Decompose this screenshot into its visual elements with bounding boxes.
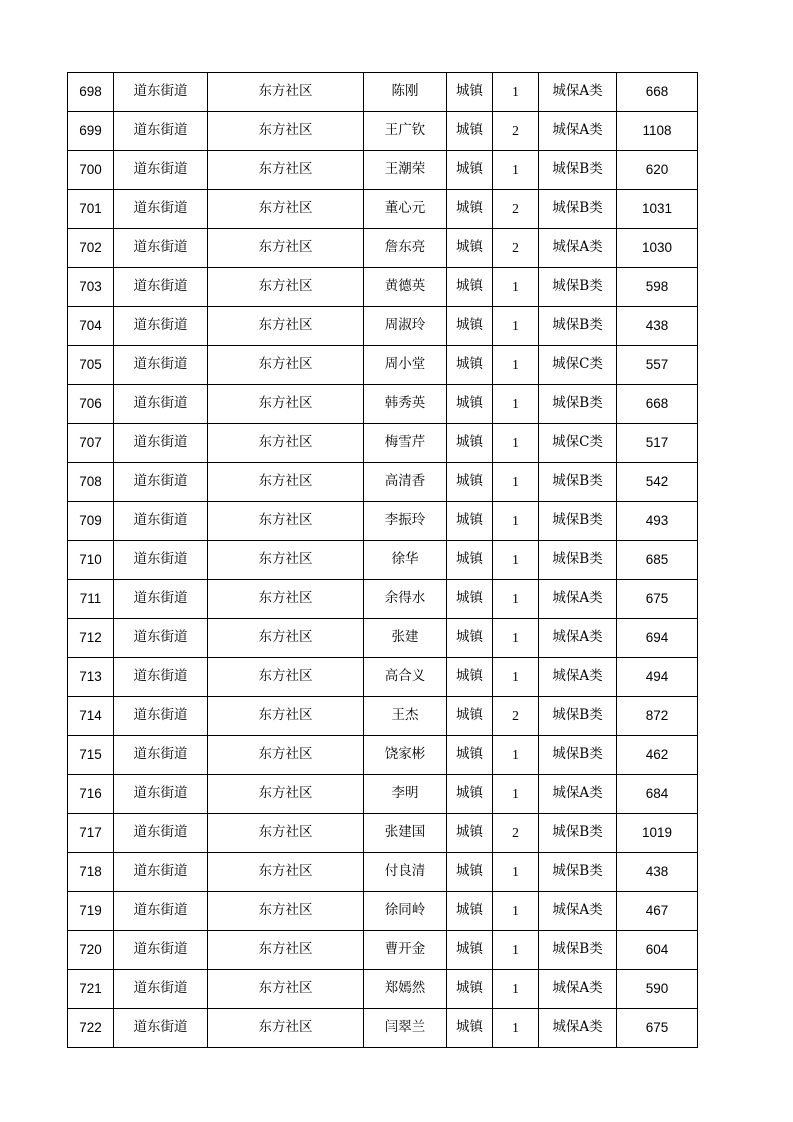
street-cell: 道东街道	[114, 190, 208, 229]
category-cell: 城保A类	[539, 112, 617, 151]
area-type-cell: 城镇	[447, 892, 493, 931]
category-cell: 城保B类	[539, 814, 617, 853]
table-row	[68, 73, 698, 112]
household-size-cell: 1	[493, 268, 539, 307]
amount-cell: 557	[617, 346, 698, 385]
category-cell: 城保B类	[539, 931, 617, 970]
name-cell: 黄德英	[364, 268, 447, 307]
area-type-cell: 城镇	[447, 229, 493, 268]
community-cell: 东方社区	[208, 385, 364, 424]
table-row	[68, 775, 698, 814]
amount-cell: 493	[617, 502, 698, 541]
row-number-cell: 698	[68, 73, 114, 112]
area-type-cell: 城镇	[447, 385, 493, 424]
community-cell: 东方社区	[208, 736, 364, 775]
household-size-cell: 1	[493, 892, 539, 931]
table-row	[68, 268, 698, 307]
table-row	[68, 931, 698, 970]
name-cell: 李明	[364, 775, 447, 814]
amount-cell: 1108	[617, 112, 698, 151]
name-cell: 张建	[364, 619, 447, 658]
row-number-cell: 701	[68, 190, 114, 229]
household-size-cell: 1	[493, 853, 539, 892]
name-cell: 高合义	[364, 658, 447, 697]
name-cell: 韩秀英	[364, 385, 447, 424]
area-type-cell: 城镇	[447, 697, 493, 736]
community-cell: 东方社区	[208, 970, 364, 1009]
amount-cell: 694	[617, 619, 698, 658]
community-cell: 东方社区	[208, 775, 364, 814]
area-type-cell: 城镇	[447, 1009, 493, 1048]
row-number-cell: 711	[68, 580, 114, 619]
table-row	[68, 307, 698, 346]
amount-cell: 685	[617, 541, 698, 580]
street-cell: 道东街道	[114, 697, 208, 736]
area-type-cell: 城镇	[447, 424, 493, 463]
name-cell: 饶家彬	[364, 736, 447, 775]
area-type-cell: 城镇	[447, 658, 493, 697]
street-cell: 道东街道	[114, 853, 208, 892]
table-row	[68, 970, 698, 1009]
table-row	[68, 1009, 698, 1048]
household-size-cell: 1	[493, 463, 539, 502]
street-cell: 道东街道	[114, 736, 208, 775]
area-type-cell: 城镇	[447, 931, 493, 970]
category-cell: 城保C类	[539, 424, 617, 463]
household-size-cell: 2	[493, 697, 539, 736]
amount-cell: 684	[617, 775, 698, 814]
community-cell: 东方社区	[208, 346, 364, 385]
row-number-cell: 720	[68, 931, 114, 970]
row-number-cell: 706	[68, 385, 114, 424]
area-type-cell: 城镇	[447, 112, 493, 151]
area-type-cell: 城镇	[447, 853, 493, 892]
household-size-cell: 1	[493, 736, 539, 775]
table-row	[68, 658, 698, 697]
row-number-cell: 712	[68, 619, 114, 658]
table-row	[68, 424, 698, 463]
name-cell: 张建国	[364, 814, 447, 853]
table-row	[68, 463, 698, 502]
category-cell: 城保A类	[539, 658, 617, 697]
name-cell: 余得水	[364, 580, 447, 619]
row-number-cell: 714	[68, 697, 114, 736]
household-size-cell: 2	[493, 190, 539, 229]
household-size-cell: 1	[493, 346, 539, 385]
category-cell: 城保B类	[539, 541, 617, 580]
category-cell: 城保B类	[539, 697, 617, 736]
amount-cell: 668	[617, 73, 698, 112]
community-cell: 东方社区	[208, 424, 364, 463]
table-body	[68, 73, 698, 1048]
amount-cell: 542	[617, 463, 698, 502]
amount-cell: 438	[617, 853, 698, 892]
name-cell: 徐华	[364, 541, 447, 580]
row-number-cell: 702	[68, 229, 114, 268]
table-row	[68, 697, 698, 736]
street-cell: 道东街道	[114, 775, 208, 814]
category-cell: 城保B类	[539, 463, 617, 502]
household-size-cell: 1	[493, 970, 539, 1009]
category-cell: 城保C类	[539, 346, 617, 385]
beneficiary-table	[67, 72, 698, 1048]
community-cell: 东方社区	[208, 73, 364, 112]
table-row	[68, 190, 698, 229]
category-cell: 城保A类	[539, 1009, 617, 1048]
amount-cell: 590	[617, 970, 698, 1009]
row-number-cell: 709	[68, 502, 114, 541]
amount-cell: 1019	[617, 814, 698, 853]
household-size-cell: 2	[493, 112, 539, 151]
street-cell: 道东街道	[114, 151, 208, 190]
area-type-cell: 城镇	[447, 775, 493, 814]
household-size-cell: 1	[493, 307, 539, 346]
table-row	[68, 502, 698, 541]
household-size-cell: 1	[493, 1009, 539, 1048]
name-cell: 王广钦	[364, 112, 447, 151]
category-cell: 城保B类	[539, 151, 617, 190]
area-type-cell: 城镇	[447, 190, 493, 229]
community-cell: 东方社区	[208, 1009, 364, 1048]
amount-cell: 494	[617, 658, 698, 697]
name-cell: 陈刚	[364, 73, 447, 112]
category-cell: 城保A类	[539, 73, 617, 112]
row-number-cell: 704	[68, 307, 114, 346]
row-number-cell: 717	[68, 814, 114, 853]
street-cell: 道东街道	[114, 346, 208, 385]
category-cell: 城保A类	[539, 775, 617, 814]
community-cell: 东方社区	[208, 151, 364, 190]
area-type-cell: 城镇	[447, 970, 493, 1009]
table-row	[68, 853, 698, 892]
amount-cell: 668	[617, 385, 698, 424]
street-cell: 道东街道	[114, 931, 208, 970]
row-number-cell: 710	[68, 541, 114, 580]
community-cell: 东方社区	[208, 853, 364, 892]
category-cell: 城保A类	[539, 970, 617, 1009]
name-cell: 曹开金	[364, 931, 447, 970]
table-row	[68, 346, 698, 385]
row-number-cell: 716	[68, 775, 114, 814]
street-cell: 道东街道	[114, 541, 208, 580]
name-cell: 高清香	[364, 463, 447, 502]
street-cell: 道东街道	[114, 307, 208, 346]
table-row	[68, 385, 698, 424]
household-size-cell: 1	[493, 385, 539, 424]
row-number-cell: 722	[68, 1009, 114, 1048]
street-cell: 道东街道	[114, 580, 208, 619]
table-row	[68, 112, 698, 151]
household-size-cell: 1	[493, 580, 539, 619]
household-size-cell: 1	[493, 502, 539, 541]
area-type-cell: 城镇	[447, 736, 493, 775]
category-cell: 城保B类	[539, 502, 617, 541]
amount-cell: 675	[617, 580, 698, 619]
row-number-cell: 718	[68, 853, 114, 892]
category-cell: 城保B类	[539, 385, 617, 424]
street-cell: 道东街道	[114, 268, 208, 307]
community-cell: 东方社区	[208, 619, 364, 658]
community-cell: 东方社区	[208, 112, 364, 151]
area-type-cell: 城镇	[447, 502, 493, 541]
category-cell: 城保A类	[539, 229, 617, 268]
area-type-cell: 城镇	[447, 151, 493, 190]
name-cell: 周淑玲	[364, 307, 447, 346]
name-cell: 梅雪芹	[364, 424, 447, 463]
amount-cell: 1031	[617, 190, 698, 229]
name-cell: 王潮荣	[364, 151, 447, 190]
household-size-cell: 1	[493, 658, 539, 697]
category-cell: 城保B类	[539, 190, 617, 229]
amount-cell: 438	[617, 307, 698, 346]
community-cell: 东方社区	[208, 541, 364, 580]
area-type-cell: 城镇	[447, 814, 493, 853]
street-cell: 道东街道	[114, 424, 208, 463]
street-cell: 道东街道	[114, 658, 208, 697]
street-cell: 道东街道	[114, 73, 208, 112]
community-cell: 东方社区	[208, 307, 364, 346]
household-size-cell: 1	[493, 931, 539, 970]
category-cell: 城保A类	[539, 580, 617, 619]
table-row	[68, 814, 698, 853]
row-number-cell: 713	[68, 658, 114, 697]
household-size-cell: 1	[493, 541, 539, 580]
table-row	[68, 229, 698, 268]
household-size-cell: 2	[493, 229, 539, 268]
name-cell: 付良清	[364, 853, 447, 892]
row-number-cell: 708	[68, 463, 114, 502]
community-cell: 东方社区	[208, 658, 364, 697]
table-row	[68, 892, 698, 931]
name-cell: 郑嫣然	[364, 970, 447, 1009]
name-cell: 董心元	[364, 190, 447, 229]
area-type-cell: 城镇	[447, 541, 493, 580]
street-cell: 道东街道	[114, 814, 208, 853]
community-cell: 东方社区	[208, 229, 364, 268]
household-size-cell: 1	[493, 619, 539, 658]
row-number-cell: 719	[68, 892, 114, 931]
area-type-cell: 城镇	[447, 619, 493, 658]
name-cell: 詹东亮	[364, 229, 447, 268]
household-size-cell: 1	[493, 151, 539, 190]
row-number-cell: 700	[68, 151, 114, 190]
category-cell: 城保B类	[539, 736, 617, 775]
household-size-cell: 1	[493, 73, 539, 112]
table-row	[68, 580, 698, 619]
row-number-cell: 699	[68, 112, 114, 151]
table-row	[68, 619, 698, 658]
amount-cell: 598	[617, 268, 698, 307]
street-cell: 道东街道	[114, 619, 208, 658]
row-number-cell: 707	[68, 424, 114, 463]
community-cell: 东方社区	[208, 268, 364, 307]
category-cell: 城保A类	[539, 619, 617, 658]
amount-cell: 620	[617, 151, 698, 190]
row-number-cell: 703	[68, 268, 114, 307]
amount-cell: 517	[617, 424, 698, 463]
street-cell: 道东街道	[114, 463, 208, 502]
community-cell: 东方社区	[208, 892, 364, 931]
category-cell: 城保B类	[539, 307, 617, 346]
amount-cell: 604	[617, 931, 698, 970]
community-cell: 东方社区	[208, 814, 364, 853]
community-cell: 东方社区	[208, 502, 364, 541]
name-cell: 周小堂	[364, 346, 447, 385]
area-type-cell: 城镇	[447, 268, 493, 307]
community-cell: 东方社区	[208, 190, 364, 229]
area-type-cell: 城镇	[447, 463, 493, 502]
name-cell: 徐同岭	[364, 892, 447, 931]
row-number-cell: 715	[68, 736, 114, 775]
area-type-cell: 城镇	[447, 73, 493, 112]
area-type-cell: 城镇	[447, 580, 493, 619]
household-size-cell: 1	[493, 424, 539, 463]
community-cell: 东方社区	[208, 931, 364, 970]
name-cell: 王杰	[364, 697, 447, 736]
street-cell: 道东街道	[114, 502, 208, 541]
street-cell: 道东街道	[114, 1009, 208, 1048]
category-cell: 城保B类	[539, 268, 617, 307]
street-cell: 道东街道	[114, 112, 208, 151]
street-cell: 道东街道	[114, 385, 208, 424]
area-type-cell: 城镇	[447, 346, 493, 385]
amount-cell: 462	[617, 736, 698, 775]
row-number-cell: 721	[68, 970, 114, 1009]
community-cell: 东方社区	[208, 697, 364, 736]
table-row	[68, 151, 698, 190]
area-type-cell: 城镇	[447, 307, 493, 346]
amount-cell: 1030	[617, 229, 698, 268]
street-cell: 道东街道	[114, 970, 208, 1009]
table-row	[68, 541, 698, 580]
row-number-cell: 705	[68, 346, 114, 385]
amount-cell: 467	[617, 892, 698, 931]
category-cell: 城保A类	[539, 892, 617, 931]
name-cell: 闫翠兰	[364, 1009, 447, 1048]
category-cell: 城保B类	[539, 853, 617, 892]
household-size-cell: 2	[493, 814, 539, 853]
amount-cell: 675	[617, 1009, 698, 1048]
street-cell: 道东街道	[114, 229, 208, 268]
name-cell: 李振玲	[364, 502, 447, 541]
amount-cell: 872	[617, 697, 698, 736]
household-size-cell: 1	[493, 775, 539, 814]
community-cell: 东方社区	[208, 580, 364, 619]
community-cell: 东方社区	[208, 463, 364, 502]
street-cell: 道东街道	[114, 892, 208, 931]
table-row	[68, 736, 698, 775]
